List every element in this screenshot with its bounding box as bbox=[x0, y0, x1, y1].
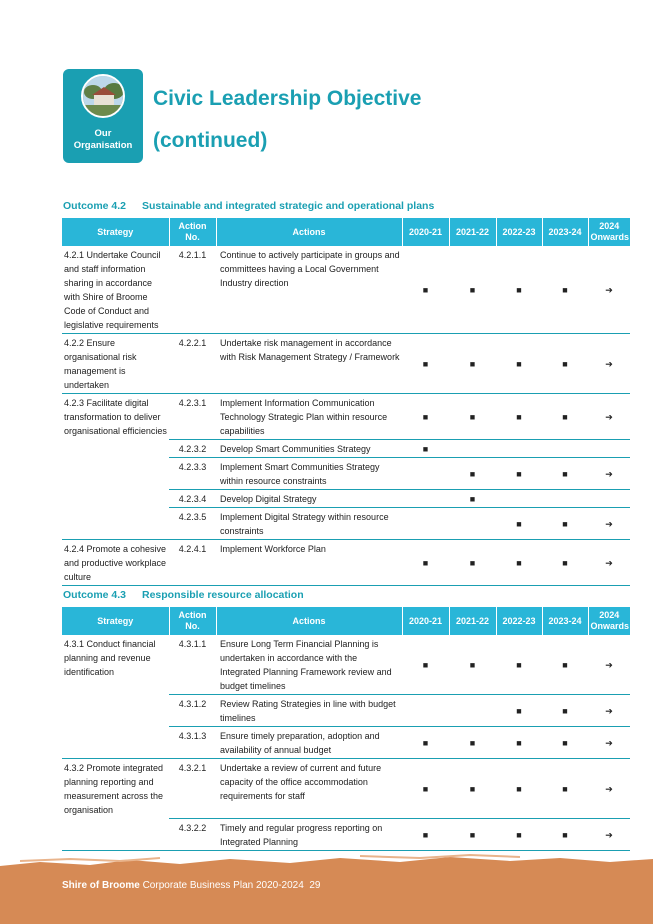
action-number-cell: 4.2.3.4 bbox=[169, 490, 216, 508]
action-number-cell: 4.3.1.1 bbox=[169, 635, 216, 695]
action-cell: Implement Workforce Plan bbox=[216, 540, 402, 586]
badge-label: Our Organisation bbox=[73, 128, 133, 151]
col-2023-24: 2023-24 bbox=[542, 607, 588, 635]
action-number-cell: 4.2.2.1 bbox=[169, 334, 216, 394]
action-number-cell: 4.3.2.1 bbox=[169, 759, 216, 819]
table-row bbox=[62, 635, 630, 695]
action-number-cell: 4.2.4.1 bbox=[169, 540, 216, 586]
strategy-cell: 4.3.2 Promote integrated planning reporting and measurement across the organisation bbox=[64, 763, 164, 815]
table-row bbox=[62, 246, 630, 334]
mark-2021-22 bbox=[449, 695, 496, 727]
mark-2021-22: ■ bbox=[449, 334, 496, 394]
outcome-4-2-table bbox=[62, 218, 630, 586]
mark-2020-21: ■ bbox=[402, 246, 449, 334]
mark-2020-21: ■ bbox=[402, 818, 449, 850]
mark-2022-23: ■ bbox=[496, 818, 542, 850]
col-action-no: Action No. bbox=[169, 607, 216, 635]
action-cell: Implement Information Communication Technology Strategic Plan within resource capabilities bbox=[216, 394, 402, 440]
mark-2024-onwards: ➔ bbox=[588, 818, 630, 850]
col-2021-22: 2021-22 bbox=[449, 607, 496, 635]
col-2022-23: 2022-23 bbox=[496, 218, 542, 246]
col-2021-22: 2021-22 bbox=[449, 218, 496, 246]
col-2024-onwards: 2024 Onwards bbox=[588, 218, 630, 246]
mark-2023-24: ■ bbox=[542, 759, 588, 819]
mark-2020-21: ■ bbox=[402, 440, 449, 458]
mark-2024-onwards: ➔ bbox=[588, 458, 630, 490]
mark-2021-22 bbox=[449, 508, 496, 540]
strategy-cell: 4.2.2 Ensure organisational risk management is undertaken bbox=[62, 334, 169, 394]
strategy-cell: 4.3.1 Conduct financial planning and revenue identification bbox=[64, 639, 156, 677]
action-cell: Continue to actively participate in groups and committees having a Local Government Industry direction bbox=[216, 246, 402, 334]
strategy-cell: 4.2.3 Facilitate digital transformation to deliver organisational efficiencies bbox=[64, 398, 167, 436]
mark-2021-22: ■ bbox=[449, 246, 496, 334]
mark-2020-21: ■ bbox=[402, 334, 449, 394]
footer-doc: Corporate Business Plan 2020-2024 bbox=[142, 880, 304, 891]
mark-2021-22: ■ bbox=[449, 540, 496, 586]
mark-2023-24 bbox=[542, 490, 588, 508]
action-number-cell: 4.3.1.3 bbox=[169, 727, 216, 759]
col-2024-onwards: 2024 Onwards bbox=[588, 607, 630, 635]
mark-2020-21: ■ bbox=[402, 727, 449, 759]
mark-2024-onwards: ➔ bbox=[588, 394, 630, 440]
table-row bbox=[62, 458, 630, 490]
mark-2024-onwards: ➔ bbox=[588, 508, 630, 540]
col-2023-24: 2023-24 bbox=[542, 218, 588, 246]
mark-2023-24: ■ bbox=[542, 635, 588, 695]
col-strategy: Strategy bbox=[62, 607, 169, 635]
table-row bbox=[62, 394, 630, 440]
mark-2023-24: ■ bbox=[542, 818, 588, 850]
action-cell: Develop Smart Communities Strategy bbox=[216, 440, 402, 458]
mark-2022-23: ■ bbox=[496, 759, 542, 819]
mark-2023-24: ■ bbox=[542, 695, 588, 727]
table-row bbox=[62, 540, 630, 586]
table-row bbox=[62, 818, 630, 850]
mark-2022-23: ■ bbox=[496, 635, 542, 695]
mark-2023-24: ■ bbox=[542, 727, 588, 759]
col-2020-21: 2020-21 bbox=[402, 607, 449, 635]
mark-2022-23: ■ bbox=[496, 695, 542, 727]
mark-2022-23: ■ bbox=[496, 394, 542, 440]
mark-2022-23: ■ bbox=[496, 458, 542, 490]
mark-2021-22: ■ bbox=[449, 635, 496, 695]
action-cell: Undertake a review of current and future capacity of the office accommodation requirements for staff bbox=[216, 759, 402, 819]
action-cell: Ensure timely preparation, adoption and availability of annual budget bbox=[216, 727, 402, 759]
action-cell: Ensure Long Term Financial Planning is undertaken in accordance with the Integrated Planning Framework review and budget timelines bbox=[216, 635, 402, 695]
action-number-cell: 4.2.3.2 bbox=[169, 440, 216, 458]
strategy-cell bbox=[62, 508, 169, 540]
mark-2023-24: ■ bbox=[542, 394, 588, 440]
action-number-cell: 4.2.3.1 bbox=[169, 394, 216, 440]
mark-2024-onwards: ➔ bbox=[588, 334, 630, 394]
mark-2021-22: ■ bbox=[449, 394, 496, 440]
strategy-cell bbox=[62, 458, 169, 490]
mark-2022-23: ■ bbox=[496, 727, 542, 759]
outcome-4-3-table bbox=[62, 607, 630, 851]
col-action-no: Action No. bbox=[169, 218, 216, 246]
mark-2020-21: ■ bbox=[402, 394, 449, 440]
mark-2020-21 bbox=[402, 508, 449, 540]
action-number-cell: 4.3.2.2 bbox=[169, 818, 216, 850]
mark-2023-24: ■ bbox=[542, 508, 588, 540]
col-2022-23: 2022-23 bbox=[496, 607, 542, 635]
mark-2020-21: ■ bbox=[402, 635, 449, 695]
mark-2022-23: ■ bbox=[496, 508, 542, 540]
footer-text bbox=[62, 880, 320, 891]
action-cell: Implement Digital Strategy within resource constraints bbox=[216, 508, 402, 540]
col-actions: Actions bbox=[216, 607, 402, 635]
page-title: Civic Leadership Objective (continued) bbox=[153, 87, 422, 152]
footer-org: Shire of Broome bbox=[62, 880, 140, 891]
mark-2020-21: ■ bbox=[402, 759, 449, 819]
mark-2021-22: ■ bbox=[449, 759, 496, 819]
mark-2024-onwards: ➔ bbox=[588, 540, 630, 586]
table-header-row bbox=[62, 218, 630, 246]
table-row bbox=[62, 440, 630, 458]
mark-2023-24 bbox=[542, 440, 588, 458]
mark-2021-22: ■ bbox=[449, 818, 496, 850]
mark-2021-22 bbox=[449, 440, 496, 458]
action-cell: Develop Digital Strategy bbox=[216, 490, 402, 508]
strategy-cell bbox=[62, 490, 169, 508]
mark-2024-onwards: ➔ bbox=[588, 727, 630, 759]
mark-2024-onwards bbox=[588, 490, 630, 508]
strategy-cell bbox=[62, 727, 169, 759]
mark-2020-21 bbox=[402, 490, 449, 508]
table-row bbox=[62, 508, 630, 540]
mark-2022-23: ■ bbox=[496, 246, 542, 334]
mark-2021-22: ■ bbox=[449, 458, 496, 490]
organisation-photo-icon bbox=[81, 74, 125, 118]
col-actions: Actions bbox=[216, 218, 402, 246]
outcome-4-2-heading: Outcome 4.2 Sustainable and integrated strategic and operational plans bbox=[63, 200, 435, 212]
mark-2020-21: ■ bbox=[402, 540, 449, 586]
outcome-4-3-heading: Outcome 4.3 Responsible resource allocation bbox=[63, 589, 304, 601]
mark-2024-onwards: ➔ bbox=[588, 759, 630, 819]
table-header-row bbox=[62, 607, 630, 635]
table-row bbox=[62, 695, 630, 727]
strategy-cell bbox=[62, 818, 169, 850]
mark-2024-onwards: ➔ bbox=[588, 635, 630, 695]
mark-2021-22: ■ bbox=[449, 490, 496, 508]
action-cell: Timely and regular progress reporting on Integrated Planning bbox=[216, 818, 402, 850]
strategy-cell bbox=[62, 695, 169, 727]
action-number-cell: 4.2.1.1 bbox=[169, 246, 216, 334]
col-2020-21: 2020-21 bbox=[402, 218, 449, 246]
mark-2022-23: ■ bbox=[496, 334, 542, 394]
section-badge bbox=[63, 69, 143, 163]
table-row bbox=[62, 334, 630, 394]
mark-2023-24: ■ bbox=[542, 246, 588, 334]
strategy-cell bbox=[62, 440, 169, 458]
mark-2023-24: ■ bbox=[542, 458, 588, 490]
mark-2022-23: ■ bbox=[496, 540, 542, 586]
strategy-cell: 4.2.1 Undertake Council and staff information sharing in accordance with Shire of Broome Code of Conduct and legislative requirements bbox=[62, 246, 169, 334]
mark-2020-21 bbox=[402, 695, 449, 727]
mark-2020-21 bbox=[402, 458, 449, 490]
mark-2024-onwards bbox=[588, 440, 630, 458]
table-row bbox=[62, 759, 630, 819]
strategy-cell: 4.2.4 Promote a cohesive and productive workplace culture bbox=[62, 540, 169, 586]
mark-2022-23 bbox=[496, 440, 542, 458]
mark-2024-onwards: ➔ bbox=[588, 695, 630, 727]
mark-2021-22: ■ bbox=[449, 727, 496, 759]
action-number-cell: 4.2.3.5 bbox=[169, 508, 216, 540]
col-strategy: Strategy bbox=[62, 218, 169, 246]
action-number-cell: 4.3.1.2 bbox=[169, 695, 216, 727]
table-row bbox=[62, 490, 630, 508]
mark-2023-24: ■ bbox=[542, 540, 588, 586]
action-number-cell: 4.2.3.3 bbox=[169, 458, 216, 490]
action-cell: Review Rating Strategies in line with budget timelines bbox=[216, 695, 402, 727]
footer-page-number: 29 bbox=[309, 880, 321, 891]
action-cell: Implement Smart Communities Strategy within resource constraints bbox=[216, 458, 402, 490]
table-row bbox=[62, 727, 630, 759]
mark-2023-24: ■ bbox=[542, 334, 588, 394]
mark-2022-23 bbox=[496, 490, 542, 508]
action-cell: Undertake risk management in accordance with Risk Management Strategy / Framework bbox=[216, 334, 402, 394]
mark-2024-onwards: ➔ bbox=[588, 246, 630, 334]
